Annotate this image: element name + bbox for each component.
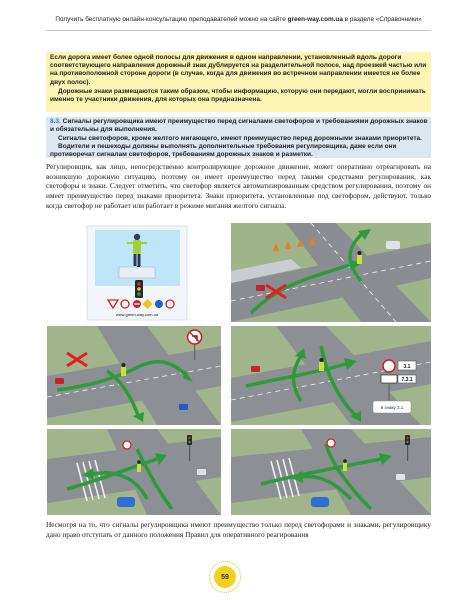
traffic-light-icon <box>135 280 143 298</box>
rule-paragraph-1 <box>50 118 428 135</box>
note-paragraph-1: Если дорога имеет более одной полосы для движения в одном направлении, установленный вдоль дороги соответствующего направления дорожный знак дублируется на разделительной полосе, над проезжей частью или на противоположной стороне дороги (в случае, когда для движения во встречном направлении имеется не более двух полос). <box>50 54 427 86</box>
blue-car <box>117 497 135 507</box>
page-number-badge <box>214 566 236 588</box>
header-text-before: Получить бесплатную онлайн-консультацию преподавателей можно на сайте <box>55 16 288 23</box>
footer-paragraph: Несмотря на то, что сигналы регулировщика имеют преимущество только перед светофорами и знаками, регулировщику дано право отступать от данного положения Правил для оперативного реагирования <box>46 520 431 539</box>
sign-plate-text: в знаку 3.1 <box>380 405 404 410</box>
body-text <box>46 162 431 211</box>
rule-box <box>46 117 431 158</box>
illustration-controller-card <box>47 223 221 322</box>
illustration-intersection-2 <box>47 326 221 425</box>
header-site-link[interactable]: green-way.com.ua <box>287 16 343 23</box>
note-paragraph-2: Дорожные знаки размещаются таким образом, чтобы информацию, которую они передают, могли воспринимать именно те участники движения, для которых она предназначена. <box>50 87 426 104</box>
page-number: 59 <box>221 573 229 581</box>
rule-text-1: Сигналы регулировщика имеют преимущество перед сигналами светофоров и требованиями дорожных знаков и обязательны для выполнения. <box>50 118 428 134</box>
page-header <box>46 8 431 38</box>
header-divider <box>46 30 431 31</box>
rule-number: 8.3. <box>50 118 61 125</box>
rule-paragraph-3: Водители и пешеходы должны выполнять дополнительные требования регулировщика, даже если они противоречат сигналам светофоров, требованиям дорожных знаков и разметки. <box>50 142 397 159</box>
rule-paragraph-2: Сигналы светофоров, кроме желтого мигающего, имеют преимущество перед дорожными знаками приоритета. <box>58 134 422 142</box>
body-paragraph: Регулировщик, как лицо, непосредственно контролирующее дорожное движение, может оперативно отреагировать на возникшую дорожную ситуацию, поэтому он имеет преимущество перед такими средствами регулирования, как светофоры и знаки. Следует отметить, что светофор является автоматизированным средством регулирования, поэтому он имеет преимущество перед знаками приоритета. Знаки приоритета, установленные под светофором, действуют, только когда светофор не работает или работает в режиме мигания желтого сигнала. <box>46 162 431 210</box>
sign-label-3-1: 3.1 <box>403 364 411 370</box>
illustration-intersection-3 <box>231 326 431 425</box>
illustration-intersection-1 <box>231 223 431 322</box>
header-text-after: в разделе «Справочники» <box>342 16 422 23</box>
illustration-intersection-4 <box>47 429 221 515</box>
footer-text <box>46 520 431 540</box>
card-caption: www.green-way.com.ua <box>115 312 159 317</box>
illustration-intersection-5 <box>231 429 431 515</box>
header-text <box>46 16 431 23</box>
note-box <box>46 52 431 112</box>
sign-label-7-3-1: 7.3.1 <box>401 377 413 383</box>
